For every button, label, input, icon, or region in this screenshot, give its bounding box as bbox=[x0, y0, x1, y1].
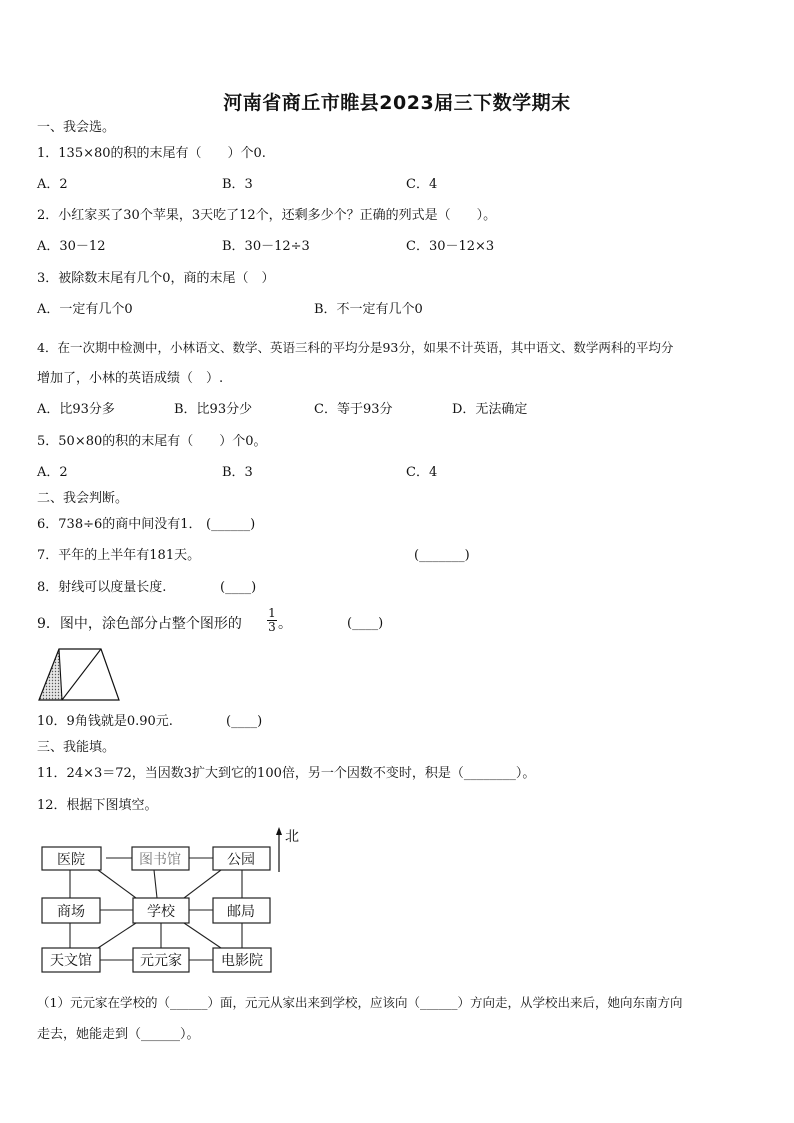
q10-answer-blank[interactable]: (____) bbox=[226, 714, 263, 729]
question-10: 10．9角钱就是0.90元. bbox=[37, 714, 173, 729]
q5-option-b: B．3 bbox=[222, 465, 253, 480]
q12-subquestion-1-line-2: 走去，她能走到（______）。 bbox=[37, 1027, 200, 1042]
q5-option-a: A．2 bbox=[37, 465, 68, 480]
fraction-denominator: 3 bbox=[268, 620, 276, 634]
section-heading-fill: 三、我能填。 bbox=[37, 740, 116, 755]
q5-option-c: C．4 bbox=[406, 465, 438, 480]
q8-answer-blank[interactable]: (____) bbox=[220, 580, 257, 595]
question-11: 11．24×3＝72，当因数3扩大到它的100倍，另一个因数不变时，积是（________）。 bbox=[37, 766, 536, 781]
shaded-trapezoid-figure bbox=[36, 646, 122, 702]
question-9: 9．图中，涂色部分占整个图形的 bbox=[37, 616, 242, 632]
section-heading-choose: 一、我会选。 bbox=[37, 120, 116, 135]
q4-option-d: D．无法确定 bbox=[452, 402, 528, 417]
label-cinema: 电影院 bbox=[221, 953, 263, 969]
one-third-fraction bbox=[267, 607, 277, 634]
fraction-numerator: 1 bbox=[268, 606, 276, 620]
label-market: 商场 bbox=[57, 904, 85, 920]
q12-subquestion-1-line-1: （1）元元家在学校的（______）面，元元从家出来到学校，应该向（______）方向走，从学校出来后，她向东南方向 bbox=[37, 995, 683, 1010]
question-2: 2．小红家买了30个苹果，3天吃了12个，还剩多少个？正确的列式是（ ）。 bbox=[37, 208, 497, 223]
q4-option-c: C．等于93分 bbox=[314, 402, 393, 417]
question-3: 3．被除数末尾有几个0，商的末尾（ ） bbox=[37, 271, 275, 286]
label-yuanyuan-home: 元元家 bbox=[140, 953, 182, 969]
label-library: 图书馆 bbox=[139, 852, 181, 868]
link-school-cinema bbox=[184, 923, 221, 948]
question-12: 12．根据下图填空。 bbox=[37, 798, 158, 813]
q2-option-c: C．30－12×3 bbox=[406, 239, 495, 254]
label-park: 公园 bbox=[227, 852, 255, 868]
q1-option-a: A．2 bbox=[37, 177, 68, 192]
label-observatory: 天文馆 bbox=[50, 953, 92, 969]
link-library-school bbox=[154, 870, 157, 898]
question-1: 1．135×80的积的末尾有（ ）个0. bbox=[37, 146, 266, 161]
q2-option-b: B．30－12÷3 bbox=[222, 239, 310, 254]
question-5: 5．50×80的积的末尾有（ ）个0。 bbox=[37, 434, 267, 449]
q1-option-c: C．4 bbox=[406, 177, 438, 192]
question-8: 8．射线可以度量长度. bbox=[37, 580, 167, 595]
section-heading-judge: 二、我会判断。 bbox=[37, 491, 129, 506]
q2-option-a: A．30－12 bbox=[37, 239, 106, 254]
label-post: 邮局 bbox=[227, 904, 255, 920]
link-hospital-school bbox=[98, 870, 136, 898]
link-school-observatory bbox=[98, 923, 136, 948]
question-7: 7．平年的上半年有181天。 bbox=[37, 548, 201, 563]
q6-answer-blank[interactable]: (______) bbox=[206, 517, 256, 532]
north-arrow-head bbox=[276, 827, 282, 835]
link-park-school bbox=[184, 870, 221, 898]
q1-option-b: B．3 bbox=[222, 177, 253, 192]
q7-answer-blank[interactable]: (_______) bbox=[414, 548, 470, 563]
page-title: 河南省商丘市睢县2023届三下数学期末 bbox=[223, 92, 571, 114]
q9-period: 。 bbox=[278, 616, 292, 632]
location-map-diagram bbox=[36, 826, 306, 976]
q4-option-b: B．比93分少 bbox=[174, 402, 253, 417]
north-label: 北 bbox=[285, 829, 299, 845]
label-school: 学校 bbox=[147, 904, 175, 920]
q3-option-b: B．不一定有几个0 bbox=[314, 302, 423, 317]
inner-line-diagonal bbox=[62, 649, 101, 700]
question-4-line-2: 增加了，小林的英语成绩（ ）. bbox=[37, 371, 224, 386]
label-hospital: 医院 bbox=[57, 852, 85, 868]
question-6: 6．738÷6的商中间没有1． bbox=[37, 517, 202, 532]
q4-option-a: A．比93分多 bbox=[37, 402, 115, 417]
question-4-line-1: 4．在一次期中检测中，小林语文、数学、英语三科的平均分是93分，如果不计英语，其中语文、数学两科的平均分 bbox=[37, 340, 674, 355]
q3-option-a: A．一定有几个0 bbox=[37, 302, 133, 317]
q9-answer-blank[interactable]: (____) bbox=[347, 616, 384, 631]
